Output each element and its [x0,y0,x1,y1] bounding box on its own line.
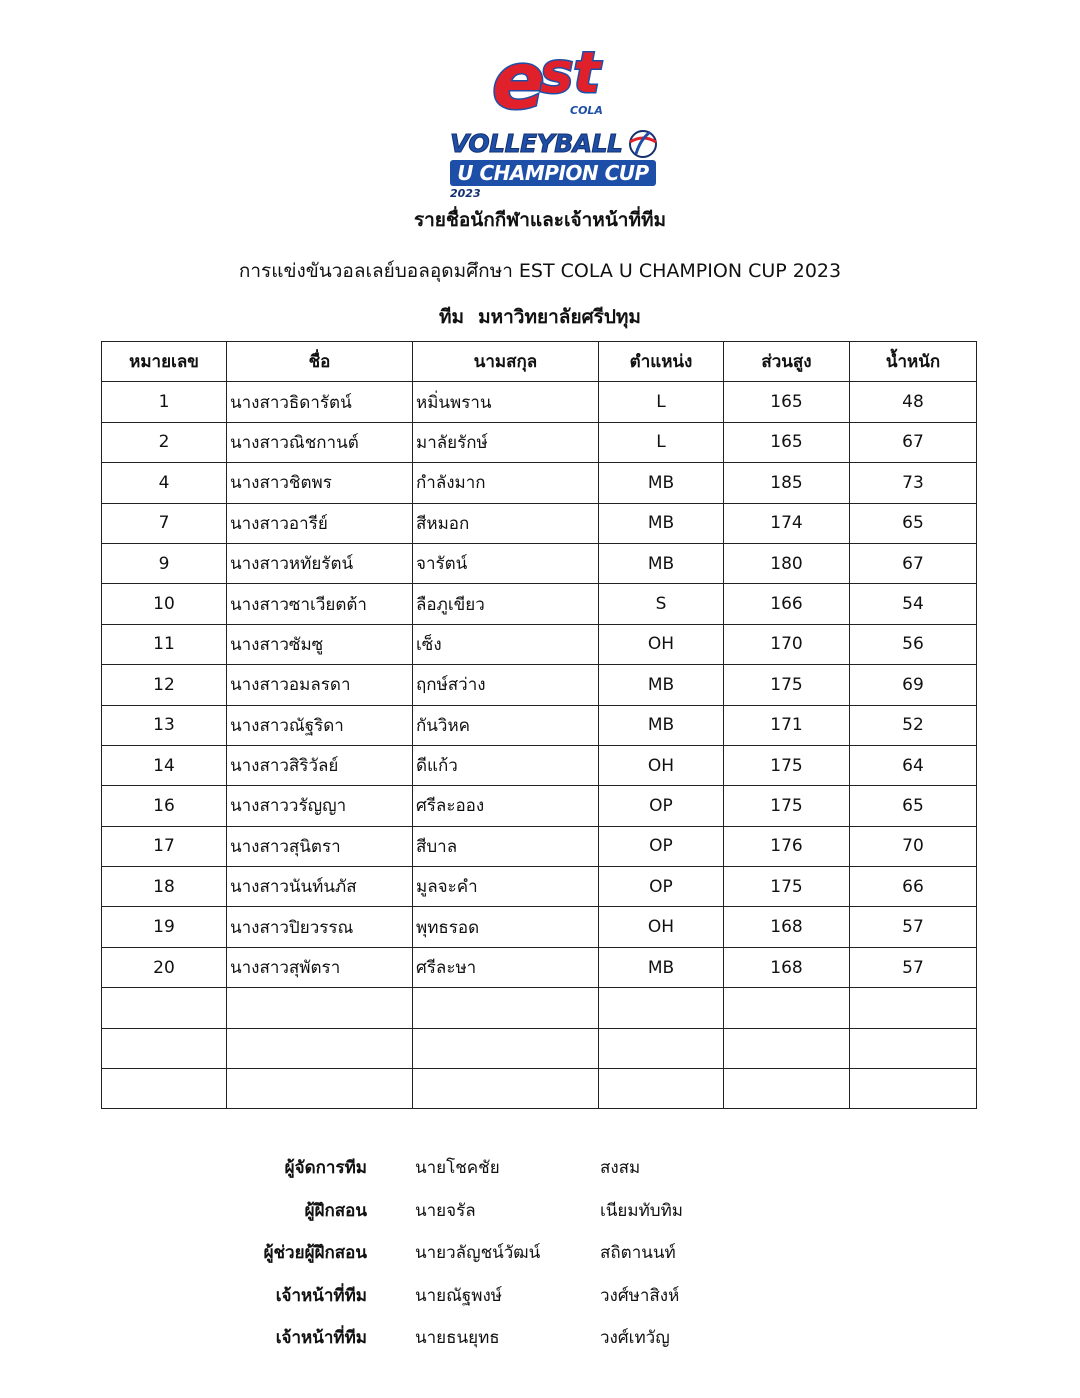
cell-position: OH [599,907,724,947]
cell-number: 14 [102,745,227,785]
cell-weight: 64 [850,745,977,785]
staff-row [0,1320,1080,1363]
staff-role: ผู้ฝึกสอน [304,1200,367,1221]
cell-position: MB [599,503,724,543]
column-header-first-name: ชื่อ [227,342,413,382]
cell-position: MB [599,947,724,987]
document-subtitle: การแข่งขันวอลเลย์บอลอุดมศึกษา EST COLA U CHAMPION CUP 2023 [238,260,842,282]
cell-last-name: เซ็ง [413,624,599,664]
table-row [102,665,977,705]
table-row [102,1069,977,1109]
cell-last-name: ฤกษ์สว่าง [413,665,599,705]
table-row [102,826,977,866]
cell-height: 171 [724,705,850,745]
cell-weight: 57 [850,907,977,947]
cell-height: 185 [724,463,850,503]
cell-first-name: นางสาววรัญญา [227,786,413,826]
cell-last-name: ดีแก้ว [413,745,599,785]
table-row [102,786,977,826]
cell-weight: 67 [850,543,977,583]
svg-text:U CHAMPION CUP: U CHAMPION CUP [457,161,649,185]
table-row [102,463,977,503]
cell-weight: 73 [850,463,977,503]
table-row [102,867,977,907]
est-cola-volleyball-logo [440,30,670,200]
cell-height: 174 [724,503,850,543]
cell-weight: 67 [850,422,977,462]
cell-height [724,1028,850,1068]
cell-last-name: สีบาล [413,826,599,866]
cell-height [724,1069,850,1109]
table-row [102,624,977,664]
roster-body [102,382,977,1109]
cell-first-name [227,988,413,1028]
cell-height: 175 [724,745,850,785]
staff-row [0,1193,1080,1236]
cell-position [599,1028,724,1068]
cell-position [599,1069,724,1109]
cell-position: MB [599,665,724,705]
svg-text:VOLLEYBALL: VOLLEYBALL [450,129,623,158]
cell-height: 175 [724,786,850,826]
cell-height [724,988,850,1028]
staff-role: ผู้จัดการทีม [284,1158,367,1178]
table-row [102,947,977,987]
svg-text:st: st [540,41,601,106]
cell-position: S [599,584,724,624]
column-header-position: ตำแหน่ง [599,342,724,382]
table-row [102,382,977,422]
cell-last-name: มาลัยรักษ์ [413,422,599,462]
cell-number: 10 [102,584,227,624]
cell-position: OP [599,867,724,907]
staff-first-name: นายโชคชัย [415,1158,500,1178]
staff-last-name: สถิตานนท์ [600,1243,676,1263]
cell-first-name: นางสาวชิตพร [227,463,413,503]
cell-number [102,988,227,1028]
cell-height: 176 [724,826,850,866]
table-row [102,907,977,947]
cell-first-name: นางสาวปิยวรรณ [227,907,413,947]
cell-last-name [413,1069,599,1109]
cell-position: L [599,382,724,422]
table-header-row [102,342,977,382]
team-heading [0,302,1080,332]
table-row [102,543,977,583]
column-header-number: หมายเลข [102,342,227,382]
cell-weight [850,988,977,1028]
cell-height: 175 [724,665,850,705]
cell-weight: 69 [850,665,977,705]
table-row [102,422,977,462]
staff-first-name: นายวลัญชน์วัฒน์ [415,1243,541,1263]
cell-number [102,1028,227,1068]
staff-row [0,1278,1080,1321]
staff-last-name: วงศ์เทวัญ [600,1328,670,1348]
column-header-last-name: นามสกุล [413,342,599,382]
staff-role: ผู้ช่วยผู้ฝึกสอน [263,1243,367,1263]
staff-role: เจ้าหน้าที่ทีม [275,1328,367,1348]
cell-weight [850,1028,977,1068]
cell-last-name: สีหมอก [413,503,599,543]
cell-position [599,988,724,1028]
staff-row [0,1235,1080,1278]
table-row [102,1028,977,1068]
table-row [102,503,977,543]
table-row [102,988,977,1028]
cell-position: OH [599,624,724,664]
cell-weight: 52 [850,705,977,745]
cell-weight: 65 [850,503,977,543]
cell-last-name: ศรีละษา [413,947,599,987]
cell-last-name: มูลจะคำ [413,867,599,907]
cell-weight: 65 [850,786,977,826]
cell-weight: 70 [850,826,977,866]
cell-number: 9 [102,543,227,583]
table-row [102,705,977,745]
team-name: มหาวิทยาลัยศรีปทุม [478,306,641,328]
cell-height: 165 [724,382,850,422]
cell-number: 13 [102,705,227,745]
cell-number: 11 [102,624,227,664]
staff-last-name: วงศ์ษาสิงห์ [600,1285,680,1306]
staff-list [0,1150,1080,1363]
cell-position: OH [599,745,724,785]
cell-number: 7 [102,503,227,543]
cell-height: 166 [724,584,850,624]
staff-last-name: สงสม [600,1158,641,1178]
cell-weight: 57 [850,947,977,987]
cell-first-name: นางสาวสุนิตรา [227,826,413,866]
cell-last-name: พุทธรอด [413,907,599,947]
cell-last-name: จารัตน์ [413,543,599,583]
cell-number [102,1069,227,1109]
cell-position: OP [599,826,724,866]
cell-height: 168 [724,947,850,987]
cell-last-name [413,988,599,1028]
cell-number: 18 [102,867,227,907]
staff-row [0,1150,1080,1193]
roster-table [101,341,977,1109]
cell-position: OP [599,786,724,826]
cell-number: 20 [102,947,227,987]
staff-first-name: นายจรัล [415,1200,476,1221]
svg-text:COLA: COLA [570,104,603,117]
cell-first-name: นางสาวสิริวัลย์ [227,745,413,785]
cell-last-name: หมิ่นพราน [413,382,599,422]
svg-text:2023: 2023 [450,187,481,200]
cell-height: 170 [724,624,850,664]
cell-number: 12 [102,665,227,705]
cell-weight: 56 [850,624,977,664]
cell-first-name: นางสาวอมลรดา [227,665,413,705]
cell-number: 2 [102,422,227,462]
cell-first-name: นางสาวนันท์นภัส [227,867,413,907]
cell-weight [850,1069,977,1109]
cell-first-name [227,1028,413,1068]
cell-last-name [413,1028,599,1068]
cell-last-name: ศรีละออง [413,786,599,826]
cell-first-name: นางสาวอารีย์ [227,503,413,543]
volleyball-icon [630,131,656,157]
cell-first-name: นางสาวณิชกานต์ [227,422,413,462]
staff-first-name: นายณัฐพงษ์ [415,1285,502,1306]
cell-height: 180 [724,543,850,583]
column-header-weight: น้ำหนัก [850,342,977,382]
staff-first-name: นายธนยุทธ [415,1328,500,1348]
cell-number: 4 [102,463,227,503]
cell-position: MB [599,705,724,745]
document-title: รายชื่อนักกีฬาและเจ้าหน้าที่ทีม [413,209,667,231]
cell-first-name: นางสาวซาเวียตต้า [227,584,413,624]
cell-first-name: นางสาวหทัยรัตน์ [227,543,413,583]
table-row [102,584,977,624]
cell-weight: 48 [850,382,977,422]
cell-position: MB [599,543,724,583]
cell-position: L [599,422,724,462]
cell-last-name: กำลังมาก [413,463,599,503]
logo-est-text: e [492,37,545,127]
column-header-height: ส่วนสูง [724,342,850,382]
cell-first-name [227,1069,413,1109]
cell-weight: 66 [850,867,977,907]
cell-height: 165 [724,422,850,462]
cell-first-name: นางสาวณัฐริดา [227,705,413,745]
cell-number: 1 [102,382,227,422]
cell-number: 17 [102,826,227,866]
cell-weight: 54 [850,584,977,624]
cell-height: 168 [724,907,850,947]
staff-role: เจ้าหน้าที่ทีม [275,1285,367,1306]
cell-first-name: นางสาวซัมซู [227,624,413,664]
cell-first-name: นางสาวสุพัตรา [227,947,413,987]
staff-last-name: เนียมทับทิม [600,1200,684,1221]
cell-height: 175 [724,867,850,907]
cell-last-name: กันวิหค [413,705,599,745]
cell-first-name: นางสาวธิดารัตน์ [227,382,413,422]
cell-number: 19 [102,907,227,947]
cell-position: MB [599,463,724,503]
table-row [102,745,977,785]
team-label: ทีม [439,306,465,328]
cell-last-name: ลือภูเขียว [413,584,599,624]
cell-number: 16 [102,786,227,826]
